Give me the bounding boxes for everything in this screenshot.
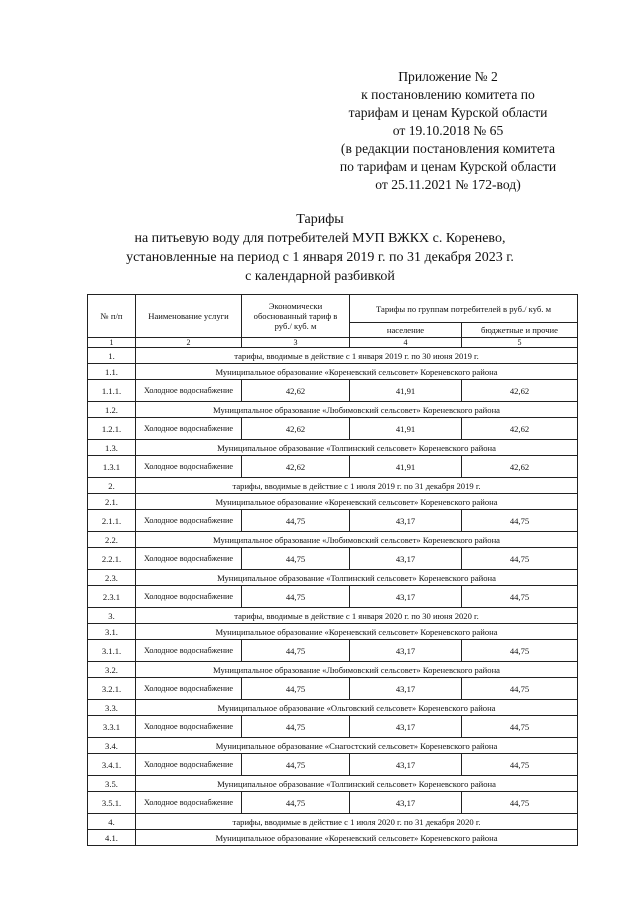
service-name: Холодное водоснабжение <box>136 678 242 700</box>
document-title <box>20 210 620 286</box>
title-line: с календарной разбивкой <box>245 269 395 284</box>
table-row <box>88 716 578 738</box>
col-number: 2 <box>136 338 242 348</box>
row-number: 2.1.1. <box>88 510 136 532</box>
budget-tariff: 44,75 <box>462 792 578 814</box>
table-row <box>88 402 578 418</box>
title-line: на питьевую воду для потребителей МУП ВЖКХ с. Кореневo, <box>134 231 506 246</box>
budget-tariff: 44,75 <box>462 586 578 608</box>
row-number: 3.1.1. <box>88 640 136 662</box>
appendix-line: к постановлению комитета по <box>361 87 535 102</box>
municipality-heading: Муниципальное образование «Кореневский сельсовет» Кореневского района <box>136 830 578 846</box>
population-tariff: 43,17 <box>350 716 462 738</box>
period-heading: тарифы, вводимые в действие с 1 января 2019 г. по 30 июня 2019 г. <box>136 348 578 364</box>
municipality-heading: Муниципальное образование «Любимовский сельсовет» Кореневского района <box>136 402 578 418</box>
col-number: 5 <box>462 338 578 348</box>
table-row <box>88 532 578 548</box>
table-body <box>88 348 578 846</box>
population-tariff: 43,17 <box>350 586 462 608</box>
econ-tariff: 44,75 <box>242 792 350 814</box>
econ-tariff: 42,62 <box>242 456 350 478</box>
title-line: установленные на период с 1 января 2019 г. по 31 декабря 2023 г. <box>126 250 514 265</box>
period-heading: тарифы, вводимые в действие с 1 июля 2019 г. по 31 декабря 2019 г. <box>136 478 578 494</box>
row-number: 1.3.1 <box>88 456 136 478</box>
population-tariff: 41,91 <box>350 380 462 402</box>
econ-tariff: 44,75 <box>242 678 350 700</box>
row-number: 3.4.1. <box>88 754 136 776</box>
period-heading: тарифы, вводимые в действие с 1 июля 2020 г. по 31 декабря 2020 г. <box>136 814 578 830</box>
municipality-heading: Муниципальное образование «Любимовский сельсовет» Кореневского района <box>136 662 578 678</box>
title-line: Тарифы <box>296 212 344 227</box>
population-tariff: 41,91 <box>350 456 462 478</box>
appendix-line: Приложение № 2 <box>398 69 498 84</box>
col-number: 4 <box>350 338 462 348</box>
table-row <box>88 348 578 364</box>
row-number: 2.3.1 <box>88 586 136 608</box>
row-number: 1.3. <box>88 440 136 456</box>
appendix-line: по тарифам и ценам Курской области <box>339 159 557 174</box>
econ-tariff: 44,75 <box>242 548 350 570</box>
table-row <box>88 548 578 570</box>
appendix-line: тарифам и ценам Курской области <box>348 105 548 120</box>
population-tariff: 43,17 <box>350 678 462 700</box>
municipality-heading: Муниципальное образование «Ольговский сельсовет» Кореневского района <box>136 700 578 716</box>
row-number: 3.3.1 <box>88 716 136 738</box>
budget-tariff: 42,62 <box>462 380 578 402</box>
header-name: Наименование услуги <box>136 295 242 338</box>
service-name: Холодное водоснабжение <box>136 586 242 608</box>
header-budget: бюджетные и прочие <box>462 323 578 338</box>
table-row <box>88 418 578 440</box>
service-name: Холодное водоснабжение <box>136 716 242 738</box>
econ-tariff: 42,62 <box>242 418 350 440</box>
row-number: 3.1. <box>88 624 136 640</box>
row-number: 3.3. <box>88 700 136 716</box>
col-number: 1 <box>88 338 136 348</box>
service-name: Холодное водоснабжение <box>136 754 242 776</box>
table-row <box>88 456 578 478</box>
population-tariff: 43,17 <box>350 754 462 776</box>
service-name: Холодное водоснабжение <box>136 418 242 440</box>
row-number: 3.5.1. <box>88 792 136 814</box>
budget-tariff: 44,75 <box>462 548 578 570</box>
header-econ: Экономически обоснованный тариф в руб./ куб. м <box>242 295 350 338</box>
municipality-heading: Муниципальное образование «Толпинский сельсовет» Кореневского района <box>136 776 578 792</box>
population-tariff: 43,17 <box>350 548 462 570</box>
row-number: 2.1. <box>88 494 136 510</box>
municipality-heading: Муниципальное образование «Снагостский сельсовет» Кореневского района <box>136 738 578 754</box>
appendix-line: (в редакции постановления комитета <box>340 141 556 156</box>
row-number: 1.1. <box>88 364 136 380</box>
col-number: 3 <box>242 338 350 348</box>
table-row <box>88 380 578 402</box>
table-row <box>88 662 578 678</box>
econ-tariff: 42,62 <box>242 380 350 402</box>
municipality-heading: Муниципальное образование «Кореневский сельсовет» Кореневского района <box>136 364 578 380</box>
econ-tariff: 44,75 <box>242 754 350 776</box>
table-row <box>88 478 578 494</box>
table-row <box>88 570 578 586</box>
population-tariff: 43,17 <box>350 792 462 814</box>
row-number: 2.3. <box>88 570 136 586</box>
econ-tariff: 44,75 <box>242 640 350 662</box>
econ-tariff: 44,75 <box>242 586 350 608</box>
population-tariff: 41,91 <box>350 418 462 440</box>
municipality-heading: Муниципальное образование «Кореневский сельсовет» Кореневского района <box>136 494 578 510</box>
row-number: 2. <box>88 478 136 494</box>
service-name: Холодное водоснабжение <box>136 548 242 570</box>
service-name: Холодное водоснабжение <box>136 792 242 814</box>
population-tariff: 43,17 <box>350 640 462 662</box>
budget-tariff: 44,75 <box>462 510 578 532</box>
econ-tariff: 44,75 <box>242 716 350 738</box>
service-name: Холодное водоснабжение <box>136 456 242 478</box>
table-row <box>88 776 578 792</box>
table-row <box>88 364 578 380</box>
row-number: 3.5. <box>88 776 136 792</box>
budget-tariff: 42,62 <box>462 418 578 440</box>
table-row <box>88 494 578 510</box>
row-number: 1. <box>88 348 136 364</box>
budget-tariff: 44,75 <box>462 754 578 776</box>
table-row <box>88 586 578 608</box>
table-row <box>88 830 578 846</box>
appendix-header <box>300 68 596 194</box>
service-name: Холодное водоснабжение <box>136 380 242 402</box>
row-number: 1.2. <box>88 402 136 418</box>
table-row <box>88 678 578 700</box>
municipality-heading: Муниципальное образование «Толпинский сельсовет» Кореневского района <box>136 570 578 586</box>
table-row <box>88 700 578 716</box>
table-row <box>88 624 578 640</box>
budget-tariff: 42,62 <box>462 456 578 478</box>
budget-tariff: 44,75 <box>462 716 578 738</box>
header-population: население <box>350 323 462 338</box>
header-num: № п/п <box>88 295 136 338</box>
row-number: 1.2.1. <box>88 418 136 440</box>
econ-tariff: 44,75 <box>242 510 350 532</box>
service-name: Холодное водоснабжение <box>136 640 242 662</box>
budget-tariff: 44,75 <box>462 640 578 662</box>
service-name: Холодное водоснабжение <box>136 510 242 532</box>
tariff-table <box>87 294 578 846</box>
row-number: 4. <box>88 814 136 830</box>
municipality-heading: Муниципальное образование «Любимовский сельсовет» Кореневского района <box>136 532 578 548</box>
population-tariff: 43,17 <box>350 510 462 532</box>
appendix-line: от 19.10.2018 № 65 <box>392 123 504 138</box>
table-row <box>88 608 578 624</box>
row-number: 3.2.1. <box>88 678 136 700</box>
row-number: 3. <box>88 608 136 624</box>
period-heading: тарифы, вводимые в действие с 1 января 2020 г. по 30 июня 2020 г. <box>136 608 578 624</box>
header-groups: Тарифы по группам потребителей в руб./ куб. м <box>350 295 578 323</box>
table-row <box>88 440 578 456</box>
table-row <box>88 792 578 814</box>
table-row <box>88 640 578 662</box>
row-number: 4.1. <box>88 830 136 846</box>
row-number: 2.2.1. <box>88 548 136 570</box>
municipality-heading: Муниципальное образование «Толпинский сельсовет» Кореневского района <box>136 440 578 456</box>
municipality-heading: Муниципальное образование «Кореневский сельсовет» Кореневского района <box>136 624 578 640</box>
table-row <box>88 814 578 830</box>
row-number: 3.2. <box>88 662 136 678</box>
row-number: 3.4. <box>88 738 136 754</box>
appendix-line: от 25.11.2021 № 172-вод) <box>375 177 521 192</box>
row-number: 1.1.1. <box>88 380 136 402</box>
table-row <box>88 738 578 754</box>
row-number: 2.2. <box>88 532 136 548</box>
table-row <box>88 510 578 532</box>
table-row <box>88 754 578 776</box>
budget-tariff: 44,75 <box>462 678 578 700</box>
